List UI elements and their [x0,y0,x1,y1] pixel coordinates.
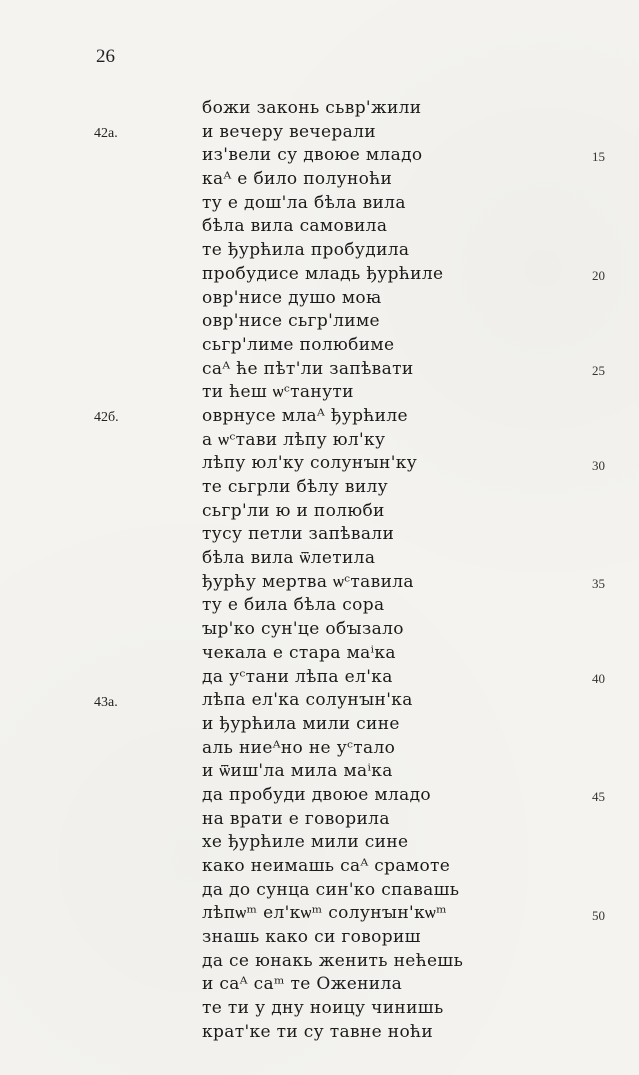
poem-line: лѣпу юл'ку солунꙑн'ку [202,453,418,474]
margin-note: 42а. [94,125,118,141]
poem-line: лѣпѡᵐ ел'кѡᵐ солунꙑн'кѡᵐ [202,903,447,924]
poem-line: те ти у дну ноицу чинишь [202,998,444,1019]
poem-line: оврнусе млаᴬ ђурћиле [202,405,408,426]
line-number: 40 [592,670,605,686]
poem-line: и ѿиш'ла мила маⁱка [202,761,393,782]
poem-line: саᴬ ће пѣт'ли запѣвати [202,358,414,379]
poem-line: божи законь сьвр'жили [202,98,422,118]
poem-line: знашь како си говориш [202,927,421,948]
poem-line: и вечеру вечерали [202,121,376,142]
poem-line: а ѡᶜтави лѣпу юл'ку [202,429,386,450]
poem-line: и саᴬ саᵐ те Оженила [202,974,403,995]
poem-line: да уᶜтани лѣпа ел'ка [202,666,393,687]
line-number: 35 [592,576,605,591]
poem-line: ту е била бѣла сора [202,595,385,616]
line-number: 20 [592,267,605,283]
poem-line: да до сунца син'ко спавашь [202,879,460,900]
margin-note: 43а. [94,694,118,710]
poem-line: бѣла вила ѿлетила [202,548,376,569]
poem-line: ꙑр'ко сун'це обꙑзало [202,619,404,640]
poem-line: из'вели су двоюе младо [202,145,423,166]
poem-text [202,97,502,1045]
poem-line: пробудисе младь ђурћиле [202,263,444,284]
poem-line: бѣла вила самовила [202,216,388,237]
poem-line: чекала е стара маⁱка [202,642,396,663]
poem-line: тусу петли запѣвали [202,524,395,545]
poem-line: сьгр'ли ю и полюби [202,500,385,521]
poem-line: ти ћеш ѡᶜтанути [202,382,354,403]
poem-line: аль ниеᴬно не уᶜтало [202,737,396,758]
poem-line: крат'ке ти су тавне ноћи [202,1021,434,1042]
poem-line: ђурћу мертва ѡᶜтавила [202,571,414,592]
poem-line: сьгр'лиме полюбиме [202,334,395,355]
poem-line: овр'нисе душо моꙗ [202,287,382,308]
poem-line: лѣпа ел'ка солунꙑн'ка [202,690,413,711]
poem-line: на врати е говорила [202,808,390,829]
line-number: 25 [592,362,605,378]
poem-line: ту е дош'ла бѣла вила [202,192,406,213]
line-number: 50 [592,907,605,923]
poem-line: те ђурћила пробудила [202,240,410,261]
poem-line: те сьгрли бѣлу вилу [202,477,389,497]
poem-line: да пробуди двоюе младо [202,784,431,805]
poem-line: како неимашь саᴬ срамоте [202,856,451,876]
margin-note: 42б. [94,410,119,426]
line-number: 30 [592,457,605,473]
poem-line: каᴬ е било полуноћи [202,169,393,190]
line-number: 45 [592,789,605,805]
poem-line: хе ђурћиле мили сине [202,832,409,853]
poem-line: да се юнакь женить нећешь [202,950,464,971]
poem-line: и ђурћила мили сине [202,713,400,734]
poem-line: овр'нисе сьгр'лиме [202,311,380,332]
line-number: 15 [592,149,605,165]
page-number: 26 [96,46,115,67]
